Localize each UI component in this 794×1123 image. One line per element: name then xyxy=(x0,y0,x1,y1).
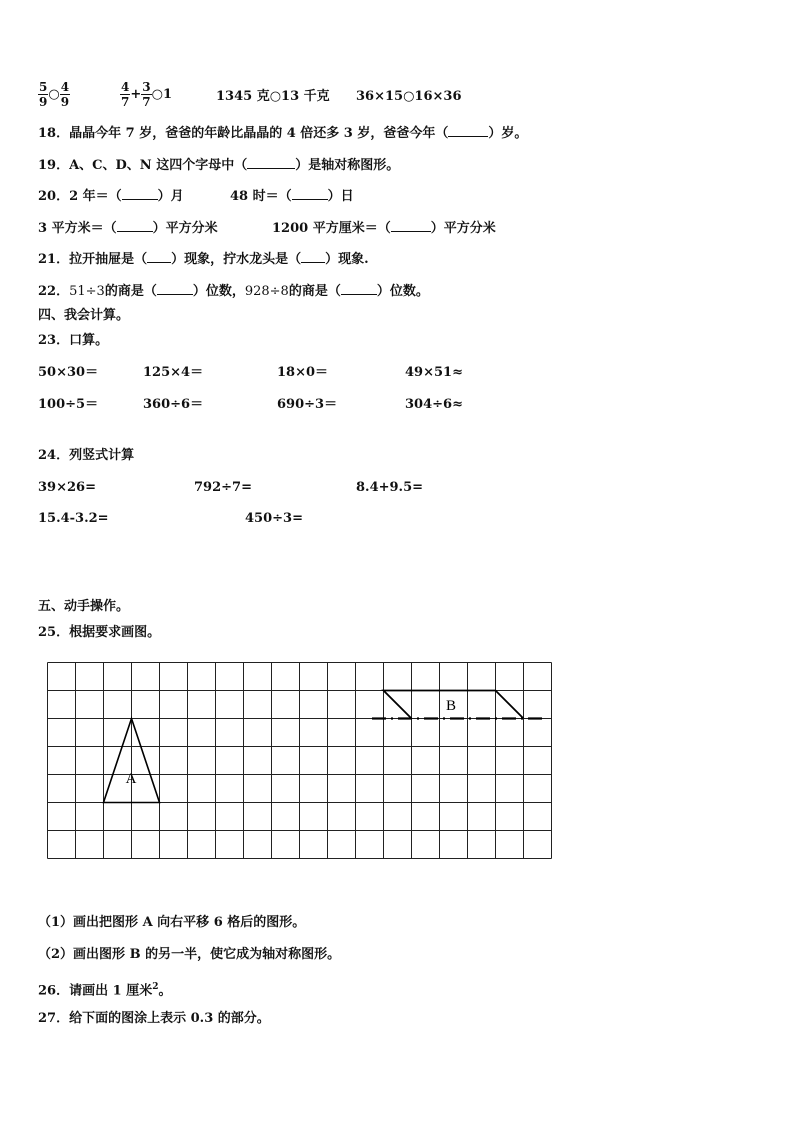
mental-calc-item: 18×0＝ xyxy=(277,365,329,380)
answer-blank[interactable] xyxy=(301,250,325,263)
answer-blank[interactable] xyxy=(341,282,377,295)
vertical-calc-item: 39×26= xyxy=(38,480,96,495)
label-a: A xyxy=(125,771,137,787)
question-18: 18．晶晶今年 7 岁，爸爸的年龄比晶晶的 4 倍还多 3 岁，爸爸今年（ ）岁。 xyxy=(38,126,528,141)
fraction: $\frac{5}{9}$ xyxy=(39,80,48,109)
q17-compare-sum: $\frac{4}{7}$ + $\frac{3}{7}$ ○1 xyxy=(121,80,173,109)
question-20-row2: 3 平方米＝（ ）平方分米 xyxy=(38,221,218,236)
answer-blank[interactable] xyxy=(448,124,488,137)
question-22: 22．51÷3的商是（ ）位数，928÷8的商是（ ）位数。 xyxy=(38,284,429,299)
answer-blank[interactable] xyxy=(292,187,328,200)
question-25-sub1: （1）画出把图形 A 向右平移 6 格后的图形。 xyxy=(38,915,306,930)
answer-blank[interactable] xyxy=(147,250,171,263)
vertical-calc-item: 15.4-3.2= xyxy=(38,511,109,526)
fraction: $\frac{4}{7}$ xyxy=(121,80,130,109)
question-25-title: 25．根据要求画图。 xyxy=(38,625,161,640)
grid-lines xyxy=(48,663,552,859)
q17-compare-fractions: $\frac{5}{9}$ ○ $\frac{4}{9}$ xyxy=(39,80,70,109)
q17-compare-mass: 1345 克○13 千克 xyxy=(216,89,330,104)
mental-calc-item: 100÷5＝ xyxy=(38,397,99,412)
label-b: B xyxy=(445,698,457,714)
question-27: 27．给下面的图涂上表示 0.3 的部分。 xyxy=(38,1011,270,1026)
fraction: $\frac{4}{9}$ xyxy=(60,80,70,109)
question-19: 19．A、C、D、N 这四个字母中（ ）是轴对称图形。 xyxy=(38,158,400,173)
mental-calc-item: 50×30＝ xyxy=(38,365,99,380)
answer-blank[interactable] xyxy=(122,187,158,200)
answer-blank[interactable] xyxy=(391,219,431,232)
question-20-row2-part2: 1200 平方厘米＝（ ）平方分米 xyxy=(272,221,496,236)
question-25-sub2: （2）画出图形 B 的另一半，使它成为轴对称图形。 xyxy=(38,947,341,962)
section-5-heading: 五、动手操作。 xyxy=(38,599,130,614)
answer-blank[interactable] xyxy=(117,219,153,232)
vertical-calc-item: 450÷3= xyxy=(245,511,303,526)
drawing-grid[interactable] xyxy=(46,661,553,862)
question-26: 26．请画出 1 厘米$^2$。 xyxy=(38,982,172,999)
answer-blank[interactable] xyxy=(247,156,295,169)
mental-calc-item: 125×4＝ xyxy=(143,365,204,380)
question-23-title: 23．口算。 xyxy=(38,333,109,348)
question-20-row1: 20．2 年＝（ ）月 xyxy=(38,189,184,204)
vertical-calc-item: 8.4+9.5= xyxy=(356,480,424,495)
question-20-row1-part2: 48 时＝（ ）日 xyxy=(230,189,354,204)
mental-calc-item: 49×51≈ xyxy=(405,365,463,380)
question-21: 21．拉开抽屉是（ ）现象，拧水龙头是（ ）现象. xyxy=(38,252,369,267)
q17-compare-product: 36×15○16×36 xyxy=(356,89,462,104)
answer-blank[interactable] xyxy=(157,282,193,295)
mental-calc-item: 304÷6≈ xyxy=(405,397,463,412)
section-4-heading: 四、我会计算。 xyxy=(38,308,130,323)
vertical-calc-item: 792÷7= xyxy=(194,480,252,495)
fraction: $\frac{3}{7}$ xyxy=(142,80,151,109)
mental-calc-item: 360÷6＝ xyxy=(143,397,204,412)
question-24-title: 24．列竖式计算 xyxy=(38,448,135,463)
mental-calc-item: 690÷3＝ xyxy=(277,397,338,412)
